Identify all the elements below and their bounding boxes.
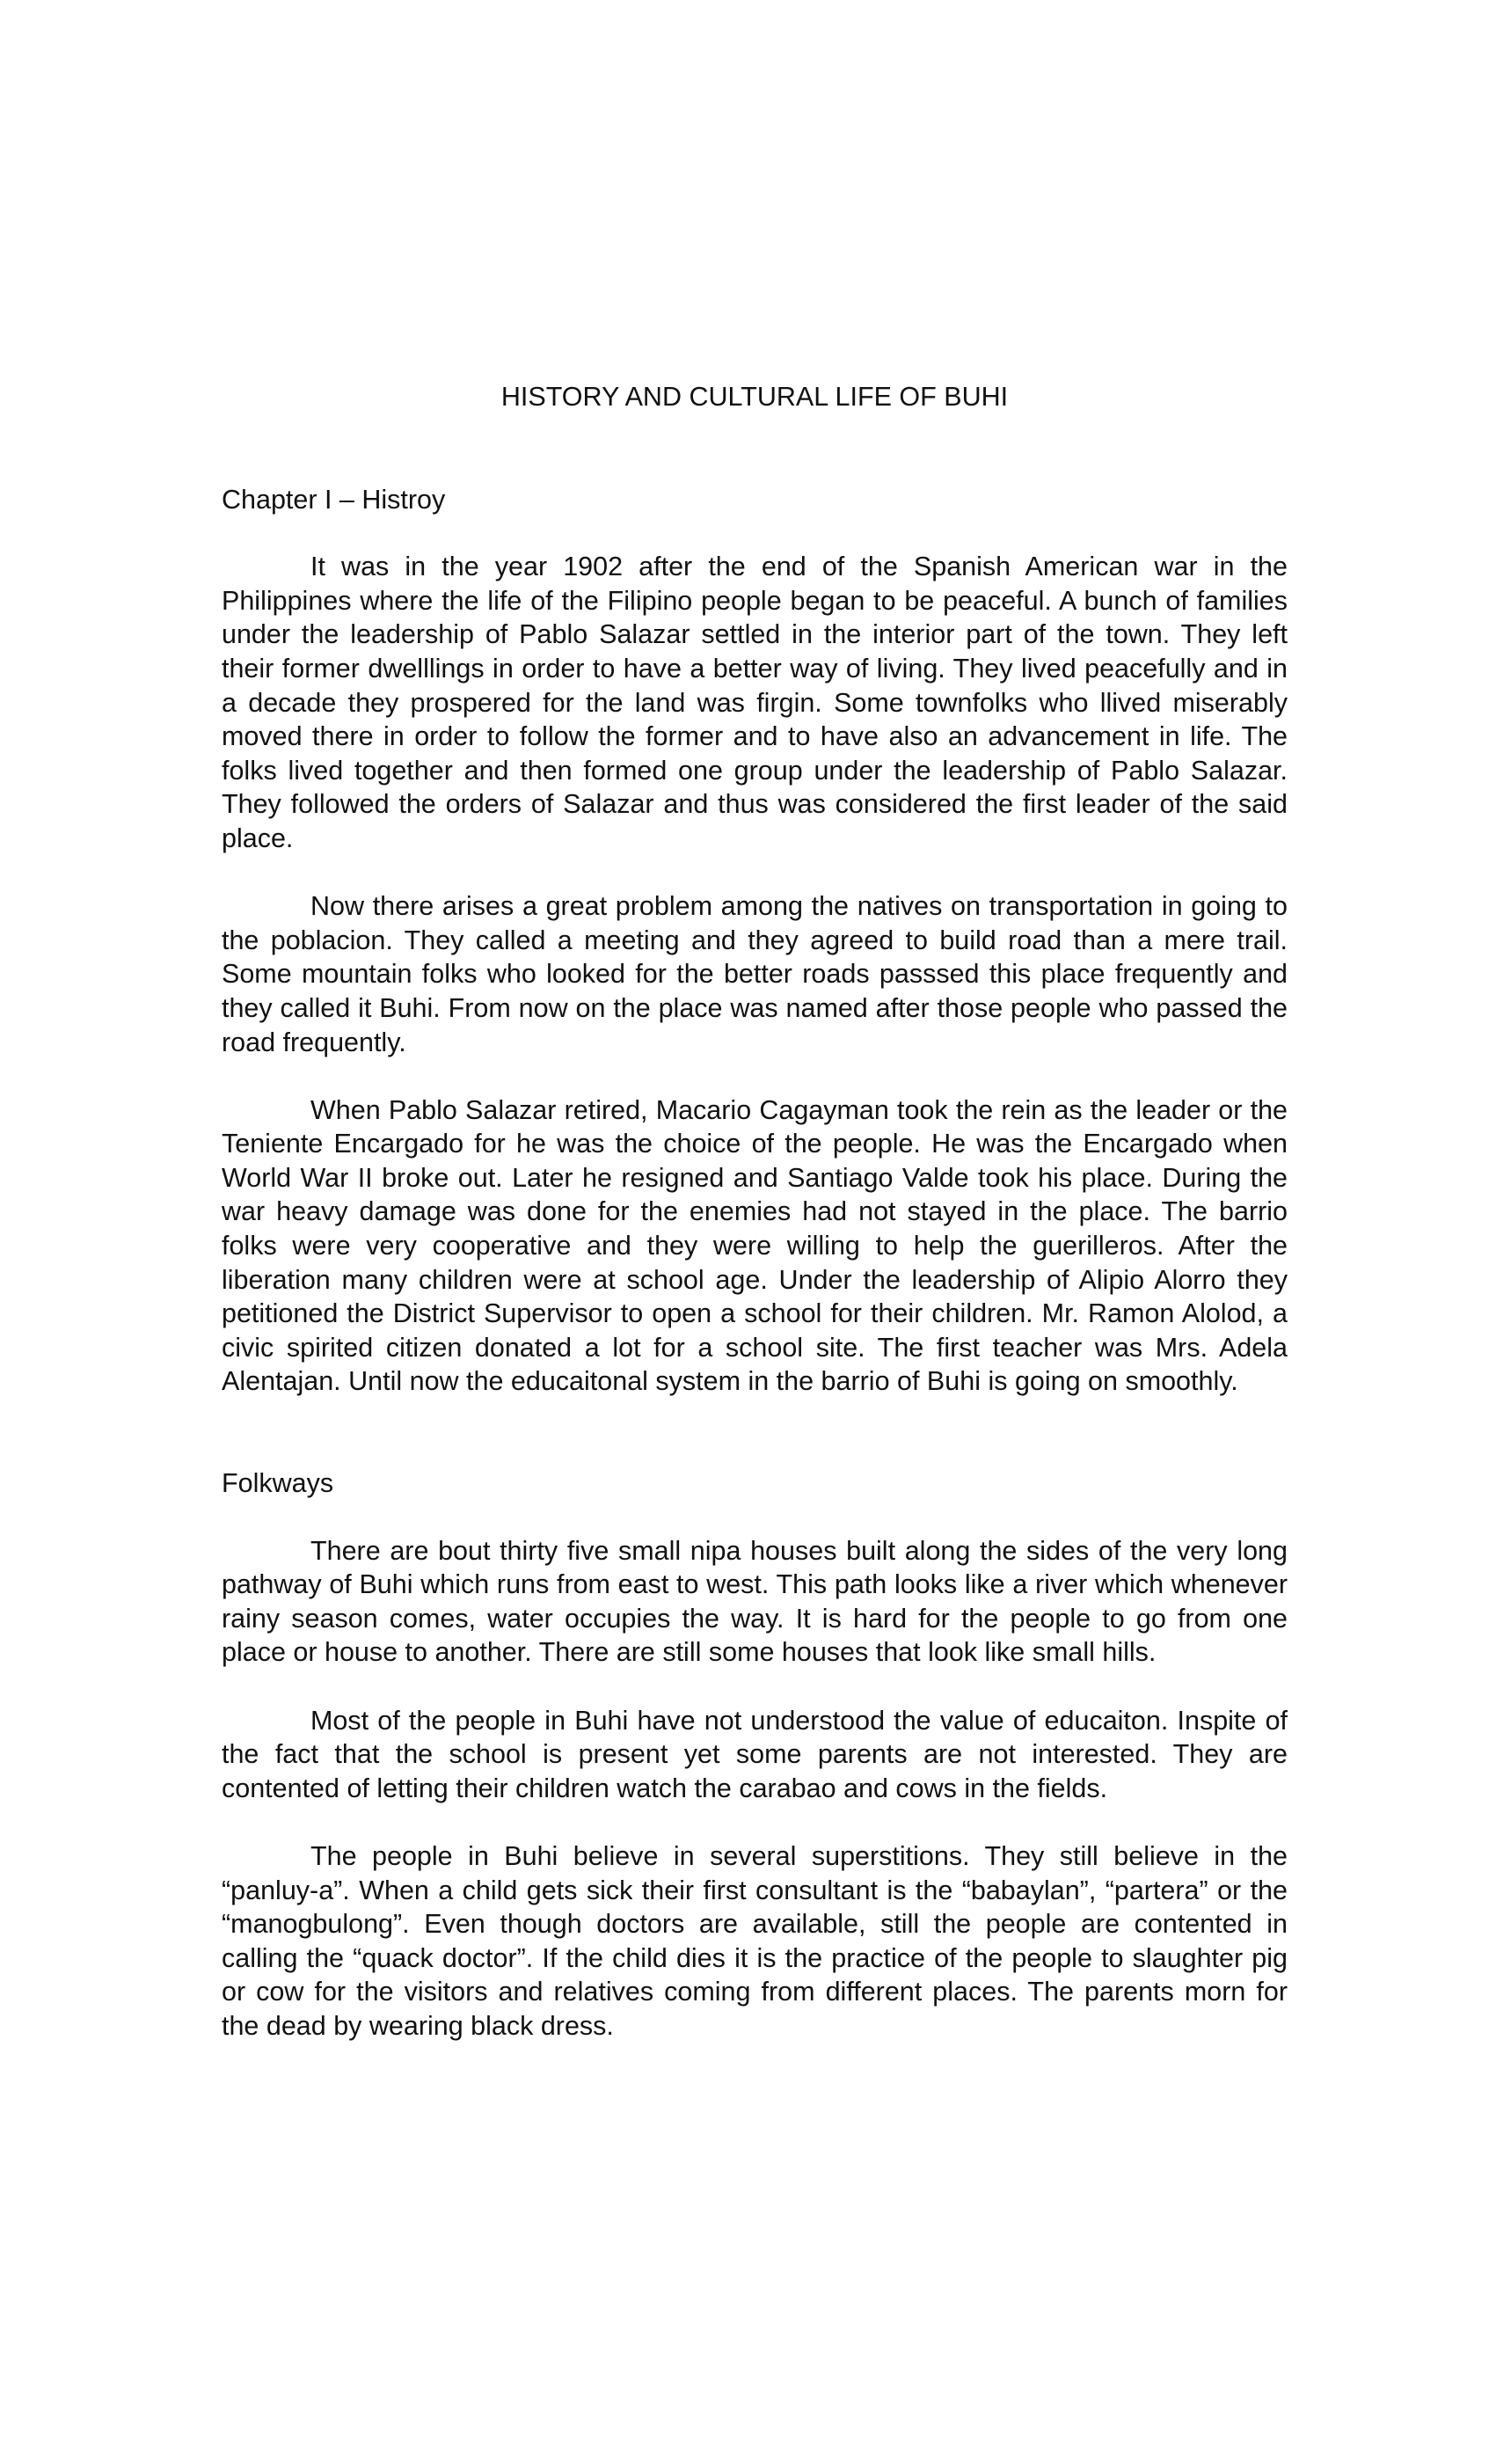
paragraph: It was in the year 1902 after the end of the Spanish American war in the Philippines where the life of the Filipino people began to be peaceful. A bunch of families under the leadership of Pablo Salazar settled in the interior part of the town. They left their former dwelllings in order to have a better way of living. They lived peacefully and in a decade they prospered for the land was firgin. Some townfolks who llived miserably moved there in order to follow the former and to have also an advancement in life. The folks lived together and then formed one group under the leadership of Pablo Salazar. They followed the orders of Salazar and thus was considered the first leader of the said place. bbox=[222, 552, 1288, 853]
section-heading: Chapter I – Histroy bbox=[222, 484, 446, 515]
document-page bbox=[222, 380, 1288, 2077]
paragraph: There are bout thirty five small nipa houses built along the sides of the very long pathway of Buhi which runs from east to west. This path looks like a river which whenever rainy season comes, water occupies the way. It is hard for the people to go from one place or house to another. There are still some houses that look like small hills. bbox=[222, 1535, 1288, 1668]
section-heading: Folkways bbox=[222, 1468, 334, 1499]
paragraph: When Pablo Salazar retired, Macario Cagayman took the rein as the leader or the Teniente Encargado for he was the choice of the people. He was the Encargado when World War II broke out. Later he resigned and Santiago Valde took his place. During the war heavy damage was done for the enemies had not stayed in the place. The barrio folks were very cooperative and they were willing to help the guerilleros. After the liberation many children were at school age. Under the leadership of Alipio Alorro they petitioned the District Supervisor to open a school for their children. Mr. Ramon Alolod, a civic spirited citizen donated a lot for a school site. The first teacher was Mrs. Adela Alentajan. Until now the educaitonal system in the barrio of Buhi is going on smoothly. bbox=[222, 1094, 1288, 1397]
paragraph: The people in Buhi believe in several superstitions. They still believe in the “panluy-a”. When a child gets sick their first consultant is the “babaylan”, “partera” or the “manogbulong”. Even though doctors are available, still the people are contented in calling the “quack doctor”. If the child dies it is the practice of the people to slaughter pig or cow for the visitors and relatives coming from different places. The parents morn for the dead by wearing black dress. bbox=[222, 1840, 1288, 2041]
section-chapter-history bbox=[222, 483, 1288, 1399]
section-folkways bbox=[222, 1466, 1288, 2044]
paragraph: Now there arises a great problem among the natives on transportation in going to the poblacion. They called a meeting and they agreed to build road than a mere trail. Some mountain folks who looked for the better roads passsed this place frequently and they called it Buhi. From now on the place was named after those people who passed the road frequently. bbox=[222, 891, 1288, 1057]
paragraph: Most of the people in Buhi have not understood the value of educaiton. Inspite of the fact that the school is present yet some parents are not interested. They are contented of letting their children watch the carabao and cows in the fields. bbox=[222, 1705, 1288, 1803]
document-title: HISTORY AND CULTURAL LIFE OF BUHI bbox=[500, 382, 1009, 412]
